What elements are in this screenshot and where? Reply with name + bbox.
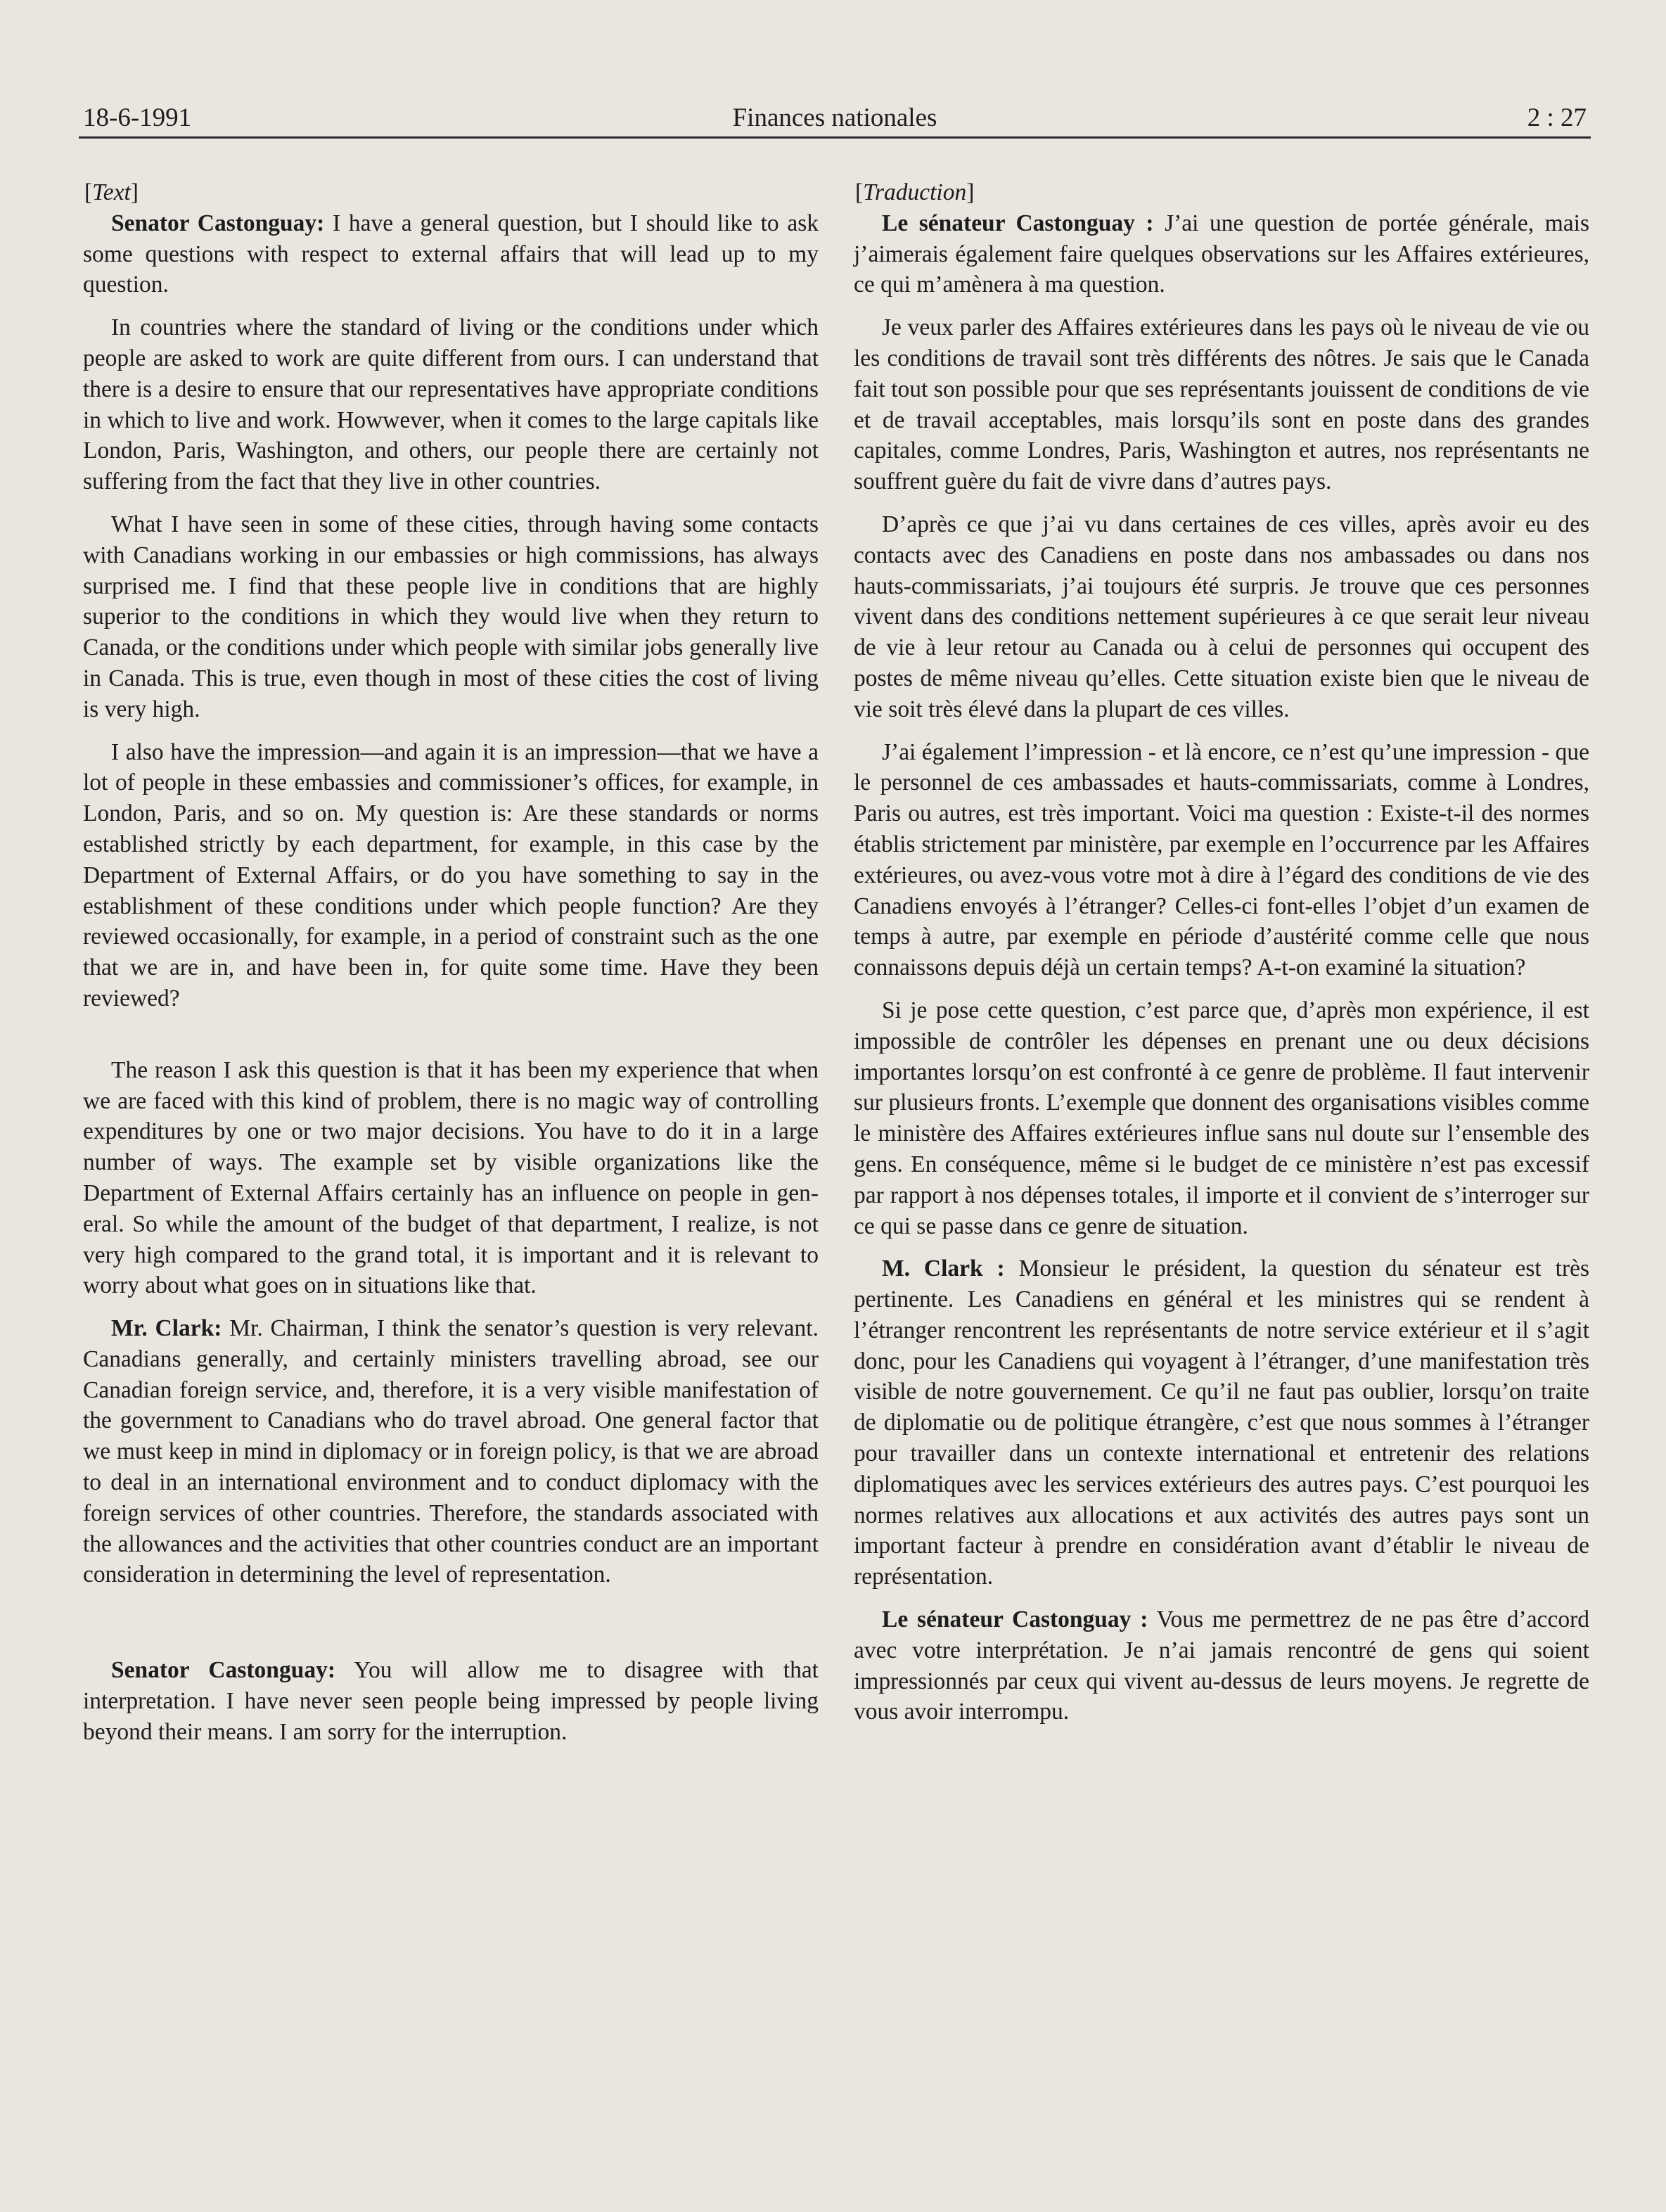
header-date: 18-6-1991 — [83, 103, 192, 132]
column-label: [Text] — [84, 179, 139, 205]
header-page-number: 2 : 27 — [1527, 103, 1587, 132]
paragraph: What I have seen in some of these cities, through having some contacts with Canadians working in our embassies or high commissions, has always surprised me. I find that these people live in conditions that are highly superior to the conditions in which they would live when they return to Canada, or the conditions under which people with similar jobs generally live in Canada. This is true, even though in most of these cities the cost of living is very high. — [83, 511, 819, 722]
paragraph: Mr. Clark: Mr. Chairman, I think the senator’s question is very relevant. Canadians generally, and certainly ministers travelling abroad, see our Canadian foreign service, and, therefore, it is a very visible manifestation of the government to Canadians who do travel abroad. One general factor that we must keep in mind in diplomacy or in foreign policy, is that we are abroad to deal in an international environment and to conduct diplomacy with the foreign services of other countries. Therefore, the standards associated with the allowances and the activities that other countries conduct are an important consideration in determining the level of representation. — [83, 1315, 819, 1588]
speaker-name: Le sénateur Castonguay : — [882, 1606, 1148, 1633]
paragraph: J’ai également l’impression - et là encore, ce n’est qu’une impression - que le personnel de ces ambassades et hauts-commissariats, comme à Londres, Paris ou autres, est très important. Voici ma question : Existe-t-il des normes établis strictement par ministère, par exemple en l’occurrence par les Affaires extérieures, ou avez-vous votre mot à dire à l’égard des conditions de vie des Canadiens envoyés à l’étranger? Celles-ci font-elles l’objet d’un examen de temps à autre, par exemple en période d’austérité comme celle que nous connaissons depuis déjà un certain temps? A-t-on examiné la situation? — [854, 739, 1589, 981]
paragraph: Le sénateur Castonguay : Vous me permettrez de ne pas être d’accord avec votre interprétation. Je n’ai jamais rencontré de gens qui soient impressionnés par ceux qui vivent au-dessus de leurs moyens. Je regrette de vous avoir interrompu. — [854, 1606, 1589, 1725]
paragraph: Je veux parler des Affaires extérieures dans les pays où le niveau de vie ou les conditions de travail sont très différents des nôtres. Je sais que le Canada fait tout son possible pour que ses représentants jouissent de conditions de vie et de travail acceptables, mais lorsqu’ils sont en poste dans des grandes capitales, comme Londres, Paris, Washington et autres, nos représentants ne souffrent guère du fait de vivre dans d’autres pays. — [854, 314, 1589, 495]
paragraph: In countries where the standard of living or the conditions under which people are asked to work are quite different from ours. I can understand that there is a desire to ensure that our representatives have appropriate conditions in which to live and work. Howwever, when it comes to the large capitals like London, Paris, Washington, and others, our people there are certainly not suffering from the fact that they live in other countries. — [83, 314, 819, 495]
paragraph: D’après ce que j’ai vu dans certaines de ces villes, après avoir eu des contacts avec des Canadiens en poste dans nos ambassades ou dans nos hauts-commissariats, j’ai toujours été surpris. Je trouve que ces personnes vivent dans des conditions nettement supérieures à ce que serait leur niveau de vie à leur retour au Canada ou à celui de personnes qui occupent des postes de même niveau qu’elles. Cette situation existe bien que le niveau de vie soit très élevé dans la plupart de ces villes. — [854, 511, 1589, 722]
paragraph: Senator Castonguay: I have a general question, but I should like to ask some questions with respect to external affairs that will lead up to my question. — [83, 210, 819, 298]
paragraph: Senator Castonguay: You will allow me to disagree with that interpretation. I have never seen people being impressed by people living beyond their means. I am sorry for the interruption. — [83, 1657, 819, 1745]
english-column — [83, 177, 819, 1760]
french-column — [854, 177, 1589, 1739]
speaker-name: Le sénateur Castonguay : — [882, 210, 1154, 236]
speaker-name: Senator Castonguay: — [111, 1657, 335, 1684]
speaker-name: M. Clark : — [882, 1255, 1005, 1282]
header-title: Finances nationales — [732, 103, 937, 132]
paragraph: Le sénateur Castonguay : J’ai une question de portée générale, mais j’aimerais également faire quelques observations sur les Affaires extérieures, ce qui m’amènera à ma question. — [854, 210, 1589, 298]
paragraph: The reason I ask this question is that it has been my experience that when we are faced with this kind of problem, there is no magic way of controlling expenditures by one or two major decisions. You have to do it in a large number of ways. The example set by visible organizations like the Department of External Affairs certainly has an influence on people in general. So while the amount of the budget of that department, I realize, is not very high compared to the grand total, it is important and it is relevant to worry about what goes on in situations like that. — [83, 1056, 819, 1299]
speaker-name: Mr. Clark: — [111, 1315, 222, 1342]
paragraph: I also have the impression—and again it is an impression—that we have a lot of people in these embassies and commissioner’s offices, for example, in London, Paris, and so on. My question is: Are these standards or norms established strictly by each department, for example, in this case by the Department of External Affairs, or do you have something to say in the establishment of these conditions under which people function? Are they reviewed occasionally, for example, in a period of constraint such as the one that we are in, and have been in, for quite some time. Have they been reviewed? — [83, 739, 819, 1011]
paragraph: M. Clark : Monsieur le président, la question du sénateur est très pertinente. Les Canadiens en général et les ministres qui se rendent à l’étranger rencontrent les représentants de notre service extérieur et il s’agit donc, pour les Canadiens qui voyagent à l’étranger, d’une manifestation très visible de notre gouvernement. Ce qu’il ne faut pas oublier, lorsqu’on traite de diplomatie ou de politique étrangère, c’est que nous sommes à l’étranger pour travailler dans un contexte international et entretenir des relations diplomatiques avec les services extérieurs des autres pays. C’est pourquoi les normes relatives aux allocations et aux activités des autres pays sont un important facteur à prendre en considération avant d’établir le niveau de représentation. — [854, 1255, 1589, 1590]
column-label: [Traduction] — [855, 179, 975, 205]
page-header — [79, 100, 1591, 139]
speaker-name: Senator Castonguay: — [111, 210, 325, 236]
paragraph: Si je pose cette question, c’est parce que, d’après mon expérience, il est impossible de contrôler les dépenses en prenant une ou deux décisions importantes lorsqu’on est confronté à ce genre de problème. Il faut intervenir sur plusieurs fronts. L’exemple que donnent des organisations visibles comme le ministère des Affaires extérieures influe sans nul doute sur l’ensemble des gens. En conséquence, même si le budget de ce ministère n’est pas excessif par rapport à nos dépenses totales, il importe et il convient de s’interroger sur ce qui se passe dans ce genre de situation. — [854, 997, 1589, 1239]
